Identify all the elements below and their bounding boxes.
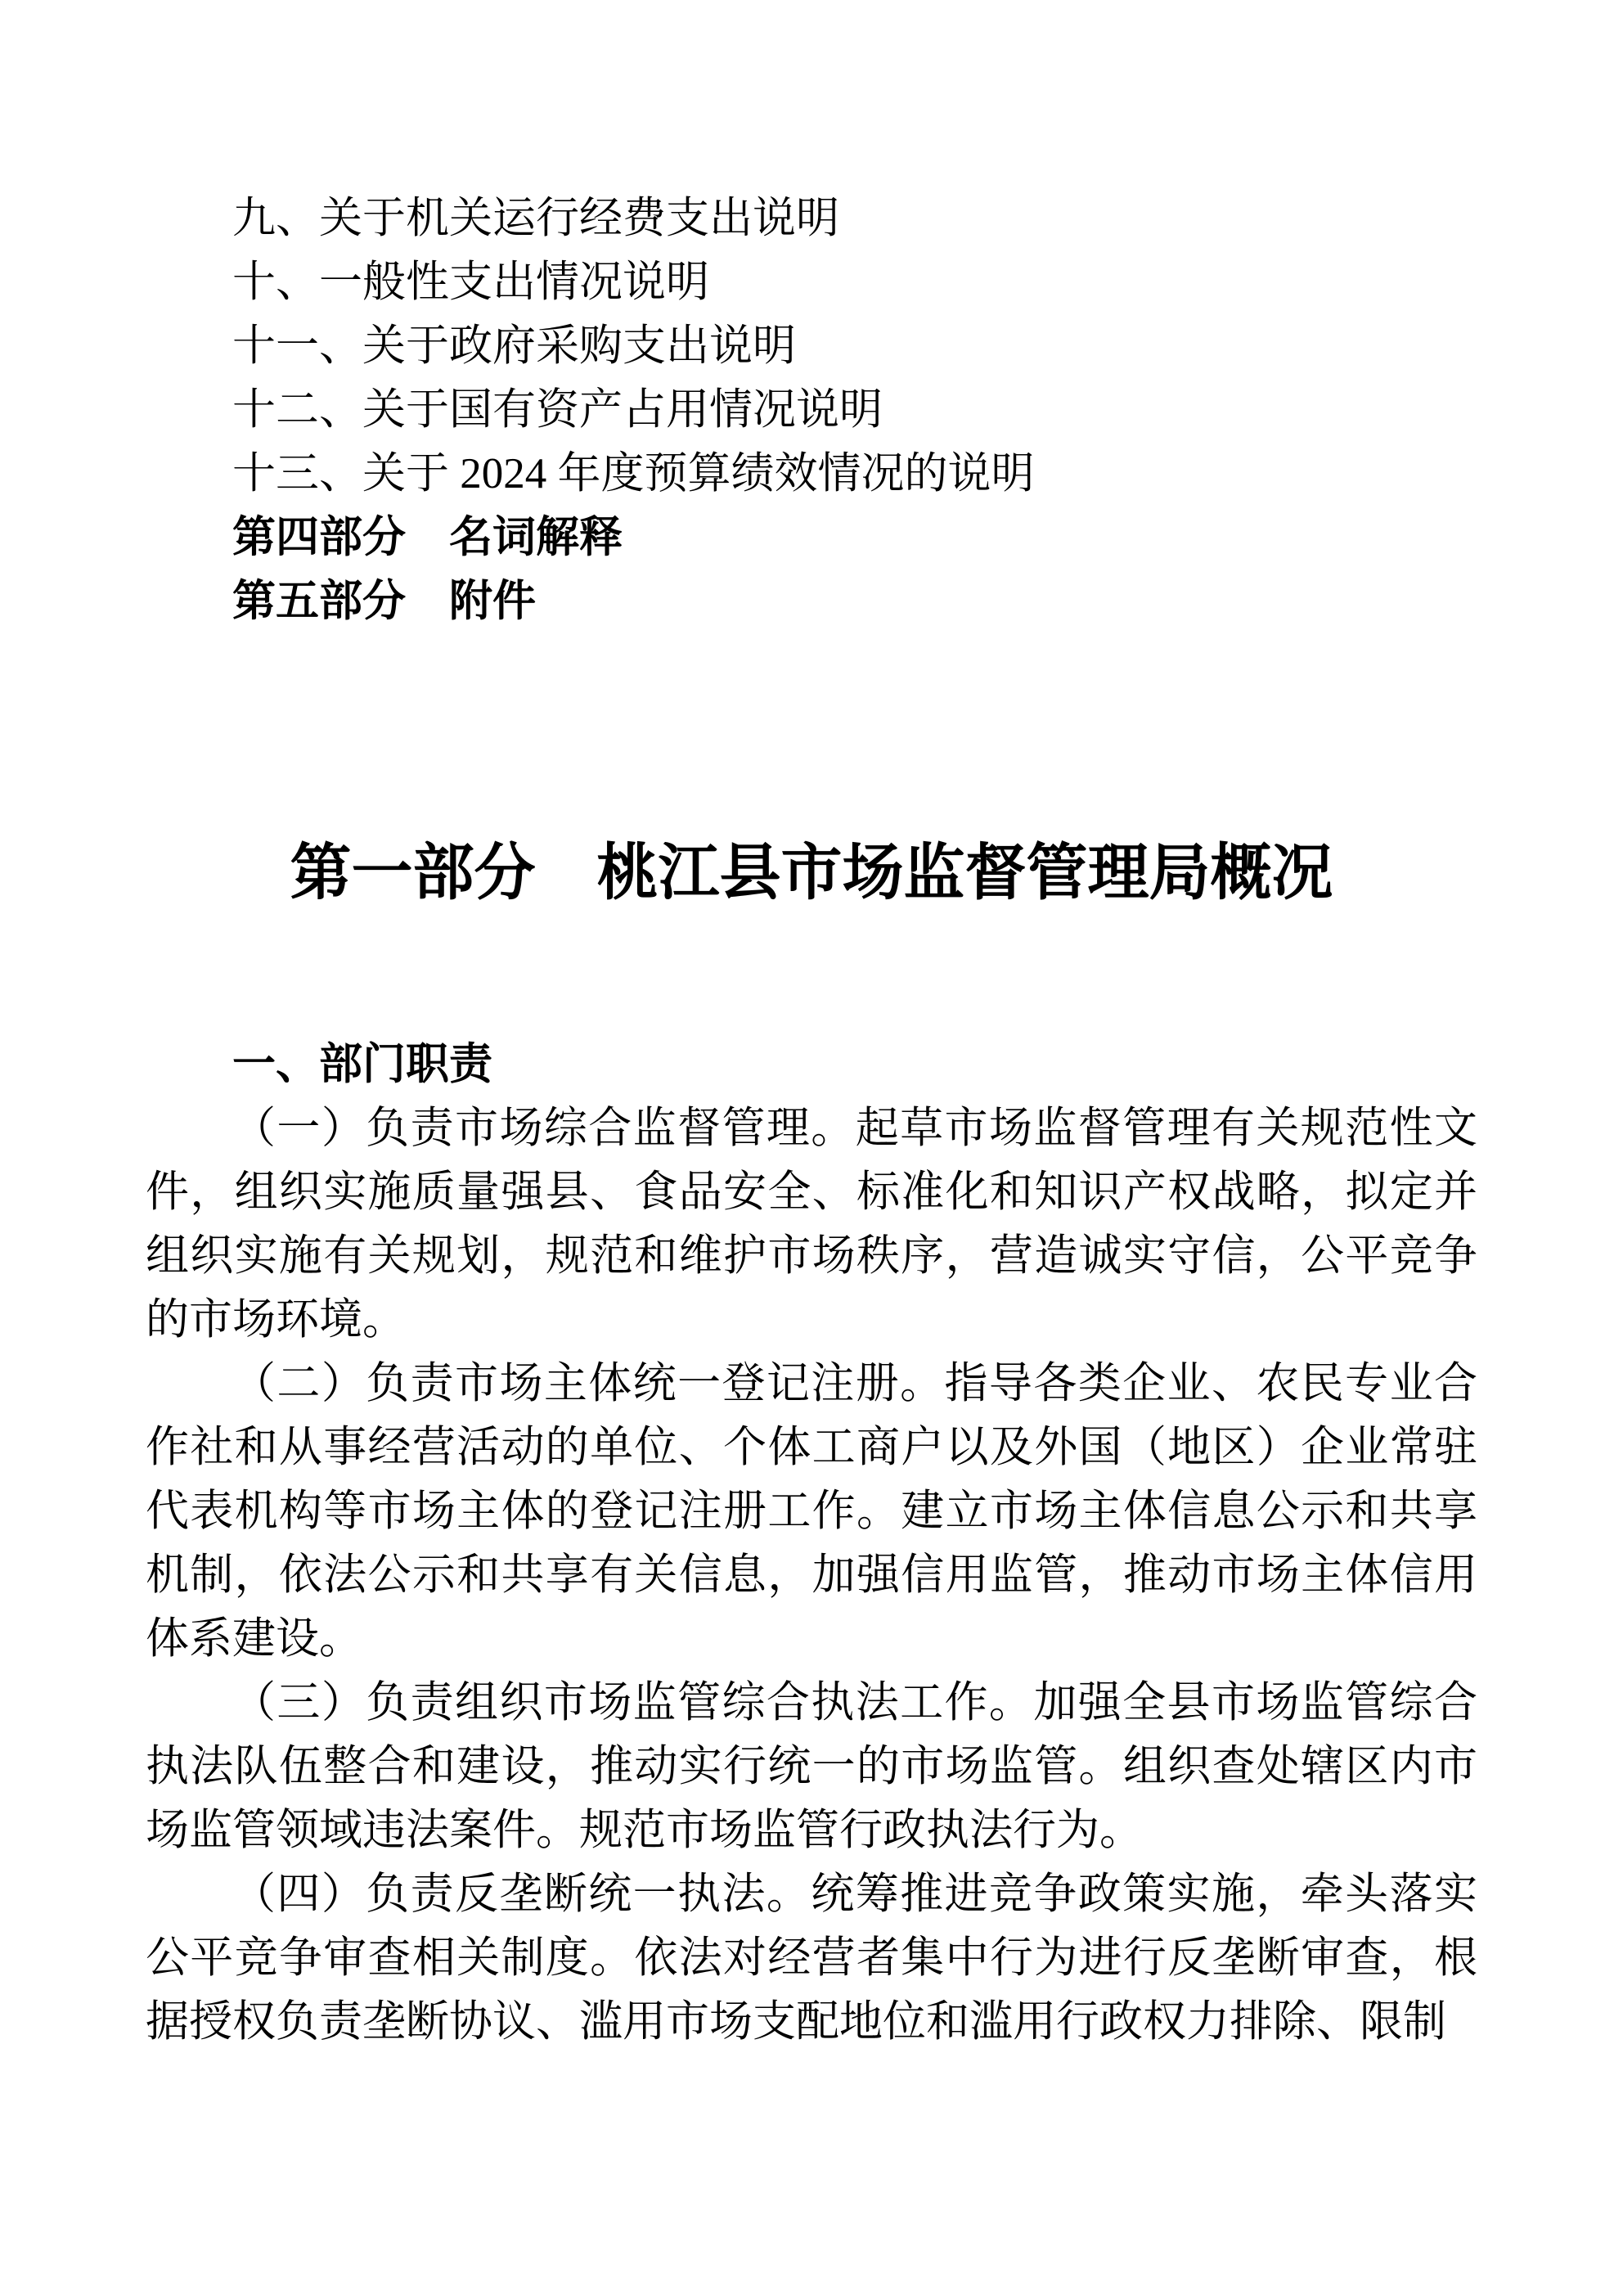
paragraph: （三）负责组织市场监管综合执法工作。加强全县市场监管综合执法队伍整合和建设，推动实行统一的市场监管。组织查处辖区内市场监管领域违法案件。规范市场监管行政执法行为。 <box>146 1679 1477 1854</box>
paragraph: （四）负责反垄断统一执法。统筹推进竞争政策实施，牵头落实公平竞争审查相关制度。依法对经营者集中行为进行反垄断审查，根据授权负责垄断协议、滥用市场支配地位和滥用行政权力排除、限制 <box>146 1871 1477 2046</box>
toc-item: 十三、关于 2024 年度预算绩效情况的说明 <box>232 450 1035 497</box>
table-of-contents <box>146 187 1477 633</box>
part-one-title: 第一部分 桃江县市场监督管理局概况 <box>290 838 1333 907</box>
toc-item: 十二、关于国有资产占用情况说明 <box>232 386 883 434</box>
section-heading-duties: 一、部门职责 <box>232 1040 492 1088</box>
paragraph: （二）负责市场主体统一登记注册。指导各类企业、农民专业合作社和从事经营活动的单位、个体工商户以及外国（地区）企业常驻代表机构等市场主体的登记注册工作。建立市场主体信息公示和共享机制，依法公示和共享有关信息，加强信用监管，推动市场主体信用体系建设。 <box>146 1360 1477 1663</box>
toc-item: 十、一般性支出情况说明 <box>232 259 709 306</box>
toc-item-part-five: 第五部分 附件 <box>232 577 536 625</box>
toc-item-part-four: 第四部分 名词解释 <box>232 513 623 561</box>
toc-item: 十一、关于政府采购支出说明 <box>232 322 796 370</box>
toc-item: 九、关于机关运行经费支出说明 <box>232 195 839 242</box>
section-body <box>146 1096 1477 2054</box>
paragraph: （一）负责市场综合监督管理。起草市场监督管理有关规范性文件，组织实施质量强县、食品安全、标准化和知识产权战略，拟定并组织实施有关规划，规范和维护市场秩序，营造诚实守信，公平竞争的市场环境。 <box>146 1105 1477 1344</box>
